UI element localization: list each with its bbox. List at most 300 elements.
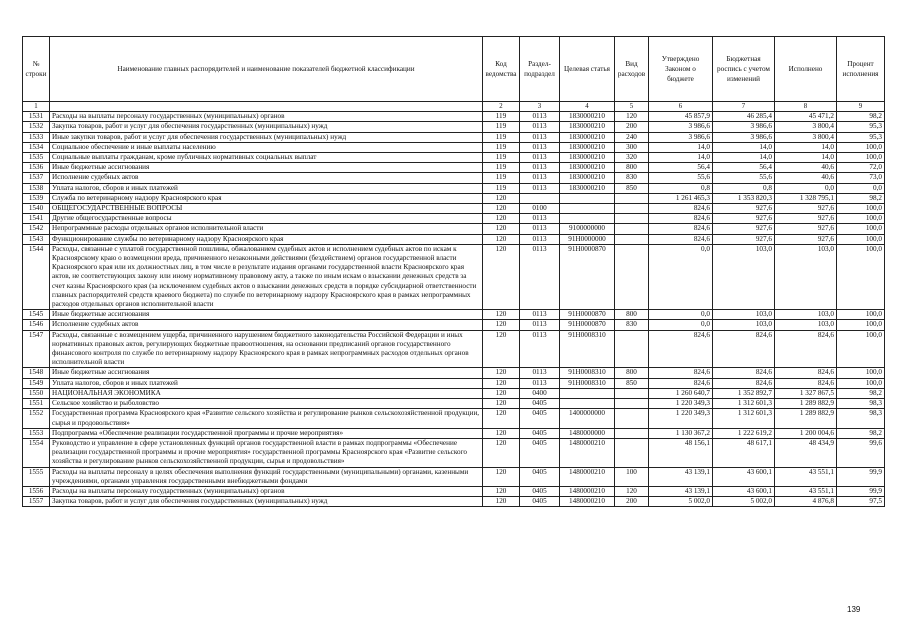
row-number: 1542 [23, 224, 50, 234]
expense-type [615, 428, 649, 438]
percent-executed: 100,0 [837, 378, 885, 388]
budget-amount: 927,6 [713, 234, 775, 244]
dept-code: 119 [483, 163, 520, 173]
percent-executed: 95,3 [837, 132, 885, 142]
executed-amount: 3 800,4 [775, 122, 837, 132]
budget-amount: 46 285,4 [713, 112, 775, 122]
row-name: Закупка товаров, работ и услуг для обеспечения государственных (муниципальных) нужд [50, 497, 483, 507]
row-name: Руководство и управление в сфере установленных функций органов государственной власти в рамках подпрограммы «Обеспечение реализации государственной программы и прочие мероприятия» государственной программы Красноярского края «Развитие сельского хозяйства и регулирование рынков сельскохозяйственной продукции, сырья и продовольствия» [50, 438, 483, 467]
executed-amount: 1 328 795,1 [775, 193, 837, 203]
approved-amount: 824,6 [649, 330, 713, 368]
dept-code: 120 [483, 409, 520, 428]
row-number: 1557 [23, 497, 50, 507]
table-row [23, 112, 885, 122]
budget-amount: 824,6 [713, 378, 775, 388]
table-row [23, 320, 885, 330]
row-name: Государственная программа Красноярского края «Развитие сельского хозяйства и регулирование рынков сельскохозяйственной продукции, сырья и продовольствия» [50, 409, 483, 428]
budget-amount: 56,4 [713, 163, 775, 173]
section-code: 0113 [520, 163, 560, 173]
dept-code: 120 [483, 204, 520, 214]
executed-amount: 1 200 004,6 [775, 428, 837, 438]
row-number: 1552 [23, 409, 50, 428]
header-dept: Код ведомства [483, 37, 520, 102]
table-row [23, 486, 885, 496]
row-name: НАЦИОНАЛЬНАЯ ЭКОНОМИКА [50, 388, 483, 398]
table-row [23, 122, 885, 132]
dept-code: 120 [483, 438, 520, 467]
table-row [23, 388, 885, 398]
row-number: 1544 [23, 244, 50, 309]
percent-executed: 98,3 [837, 399, 885, 409]
row-name: ОБЩЕГОСУДАРСТВЕННЫЕ ВОПРОСЫ [50, 204, 483, 214]
approved-amount: 14,0 [649, 153, 713, 163]
table-row [23, 244, 885, 309]
section-code: 0113 [520, 153, 560, 163]
table-row [23, 467, 885, 486]
budget-amount: 103,0 [713, 320, 775, 330]
column-number: 9 [837, 102, 885, 112]
section-code: 0113 [520, 378, 560, 388]
table-row [23, 204, 885, 214]
expense-type: 200 [615, 497, 649, 507]
target-code: 1830000210 [560, 132, 615, 142]
dept-code: 119 [483, 173, 520, 183]
row-name: Исполнение судебных актов [50, 320, 483, 330]
row-name: Иные бюджетные ассигнования [50, 368, 483, 378]
executed-amount: 43 551,1 [775, 486, 837, 496]
section-code: 0113 [520, 173, 560, 183]
executed-amount: 824,6 [775, 368, 837, 378]
table-row [23, 142, 885, 152]
executed-amount: 3 800,4 [775, 132, 837, 142]
dept-code: 120 [483, 368, 520, 378]
dept-code: 120 [483, 320, 520, 330]
executed-amount: 45 471,2 [775, 112, 837, 122]
row-name: Непрограммные расходы отдельных органов исполнительной власти [50, 224, 483, 234]
row-number: 1550 [23, 388, 50, 398]
section-code: 0113 [520, 224, 560, 234]
target-code: 1830000210 [560, 173, 615, 183]
row-number: 1532 [23, 122, 50, 132]
executed-amount: 927,6 [775, 214, 837, 224]
table-row [23, 224, 885, 234]
approved-amount: 43 139,1 [649, 486, 713, 496]
budget-amount: 1 352 892,7 [713, 388, 775, 398]
section-code: 0405 [520, 486, 560, 496]
approved-amount: 1 260 640,7 [649, 388, 713, 398]
target-code: 1480000210 [560, 438, 615, 467]
table-row [23, 214, 885, 224]
budget-amount: 14,0 [713, 142, 775, 152]
row-name: Другие общегосударственные вопросы [50, 214, 483, 224]
percent-executed: 100,0 [837, 368, 885, 378]
section-code: 0113 [520, 368, 560, 378]
row-name: Функционирование службы по ветеринарному надзору Красноярского края [50, 234, 483, 244]
table-row [23, 173, 885, 183]
row-name: Социальные выплаты гражданам, кроме публичных нормативных социальных выплат [50, 153, 483, 163]
table-row [23, 428, 885, 438]
budget-amount: 927,6 [713, 204, 775, 214]
table-row [23, 193, 885, 203]
section-code: 0405 [520, 467, 560, 486]
dept-code: 120 [483, 224, 520, 234]
row-number: 1555 [23, 467, 50, 486]
row-name: Иные закупки товаров, работ и услуг для обеспечения государственных (муниципальных) нужд [50, 132, 483, 142]
table-row [23, 438, 885, 467]
approved-amount: 3 986,6 [649, 122, 713, 132]
executed-amount: 1 289 882,9 [775, 399, 837, 409]
expense-type [615, 244, 649, 309]
header-budget: Бюджетная роспись с учетом изменений [713, 37, 775, 102]
row-name: Расходы, связанные с уплатой государственной пошлины, обжалованием судебных актов и исполнением судебных актов по искам к Красноярскому краю о возмещении вреда, причиненного незаконными действиями (бездействием) органов государственной власти Красноярского края или их должностных лиц, в том числе в результате издания органами государственной власти Красноярского края актов, не соответствующих закону или иному нормативному правовому акту, а также по иным искам о взыскании денежных средств за счет казны Красноярского края (за исключением судебных актов о взыскании денежных средств в порядке субсидиарной ответственности главных распорядителей средств краевого бюджета) по службе по ветеринарному надзору Красноярского края в рамках непрограммных расходов отдельных органов исполнительной власти [50, 244, 483, 309]
executed-amount: 40,6 [775, 173, 837, 183]
dept-code: 120 [483, 388, 520, 398]
row-name: Социальное обеспечение и иные выплаты населению [50, 142, 483, 152]
dept-code: 120 [483, 330, 520, 368]
target-code: 91H0000870 [560, 244, 615, 309]
row-number: 1545 [23, 310, 50, 320]
section-code: 0113 [520, 183, 560, 193]
expense-type [615, 330, 649, 368]
column-number: 6 [649, 102, 713, 112]
row-name: Служба по ветеринарному надзору Красноярского края [50, 193, 483, 203]
executed-amount: 103,0 [775, 310, 837, 320]
section-code: 0113 [520, 320, 560, 330]
executed-amount: 40,6 [775, 163, 837, 173]
table-row [23, 330, 885, 368]
dept-code: 119 [483, 142, 520, 152]
percent-executed: 98,2 [837, 193, 885, 203]
approved-amount: 43 139,1 [649, 467, 713, 486]
executed-amount: 103,0 [775, 244, 837, 309]
dept-code: 120 [483, 193, 520, 203]
dept-code: 120 [483, 486, 520, 496]
column-number: 3 [520, 102, 560, 112]
budget-amount: 1 222 619,2 [713, 428, 775, 438]
table-row [23, 153, 885, 163]
column-number: 7 [713, 102, 775, 112]
row-number: 1543 [23, 234, 50, 244]
percent-executed: 100,0 [837, 310, 885, 320]
approved-amount: 0,0 [649, 310, 713, 320]
executed-amount: 48 434,9 [775, 438, 837, 467]
dept-code: 120 [483, 467, 520, 486]
expense-type: 800 [615, 310, 649, 320]
target-code: 1480000210 [560, 497, 615, 507]
target-code: 91H0000870 [560, 310, 615, 320]
budget-amount: 103,0 [713, 310, 775, 320]
dept-code: 119 [483, 122, 520, 132]
table-row [23, 132, 885, 142]
row-name: Закупка товаров, работ и услуг для обеспечения государственных (муниципальных) нужд [50, 122, 483, 132]
section-code [520, 193, 560, 203]
row-number: 1541 [23, 214, 50, 224]
row-name: Подпрограмма «Обеспечение реализации государственной программы и прочие мероприятия» [50, 428, 483, 438]
percent-executed: 73,0 [837, 173, 885, 183]
dept-code: 119 [483, 132, 520, 142]
approved-amount: 1 261 465,3 [649, 193, 713, 203]
column-number: 4 [560, 102, 615, 112]
target-code: 91H0000000 [560, 234, 615, 244]
section-code: 0113 [520, 132, 560, 142]
expense-type [615, 214, 649, 224]
target-code: 91H0008310 [560, 378, 615, 388]
row-number: 1551 [23, 399, 50, 409]
section-code: 0113 [520, 310, 560, 320]
budget-amount: 1 312 601,3 [713, 409, 775, 428]
row-number: 1554 [23, 438, 50, 467]
approved-amount: 3 986,6 [649, 132, 713, 142]
target-code: 1830000210 [560, 122, 615, 132]
percent-executed: 0,0 [837, 183, 885, 193]
budget-amount: 824,6 [713, 330, 775, 368]
budget-amount: 43 600,1 [713, 486, 775, 496]
approved-amount: 48 156,1 [649, 438, 713, 467]
percent-executed: 100,0 [837, 224, 885, 234]
row-number: 1548 [23, 368, 50, 378]
target-code [560, 214, 615, 224]
row-number: 1546 [23, 320, 50, 330]
section-code: 0113 [520, 244, 560, 309]
header-expense-type: Вид расходов [615, 37, 649, 102]
executed-amount: 103,0 [775, 320, 837, 330]
percent-executed: 100,0 [837, 244, 885, 309]
target-code: 9100000000 [560, 224, 615, 234]
section-code: 0113 [520, 122, 560, 132]
row-number: 1537 [23, 173, 50, 183]
expense-type [615, 409, 649, 428]
target-code: 91H0000870 [560, 320, 615, 330]
row-name: Иные бюджетные ассигнования [50, 310, 483, 320]
target-code: 1480000210 [560, 486, 615, 496]
percent-executed: 98,2 [837, 112, 885, 122]
row-name: Расходы на выплаты персоналу государственных (муниципальных) органов [50, 486, 483, 496]
row-name: Расходы на выплаты персоналу в целях обеспечения выполнения функций государственными (муниципальными) органами, казенными учреждениями, органами управления государственными внебюджетными фондами [50, 467, 483, 486]
expense-type: 120 [615, 112, 649, 122]
target-code: 1480000000 [560, 428, 615, 438]
expense-type: 320 [615, 153, 649, 163]
budget-amount: 5 002,0 [713, 497, 775, 507]
target-code: 91H0008310 [560, 368, 615, 378]
target-code: 1830000210 [560, 112, 615, 122]
executed-amount: 4 876,8 [775, 497, 837, 507]
dept-code: 120 [483, 214, 520, 224]
row-number: 1549 [23, 378, 50, 388]
section-code: 0113 [520, 214, 560, 224]
budget-amount: 55,6 [713, 173, 775, 183]
expense-type [615, 234, 649, 244]
budget-amount: 3 986,6 [713, 122, 775, 132]
row-name: Уплата налогов, сборов и иных платежей [50, 183, 483, 193]
header-section: Раздел-подраздел [520, 37, 560, 102]
budget-amount: 1 353 820,3 [713, 193, 775, 203]
approved-amount: 0,0 [649, 320, 713, 330]
section-code: 0113 [520, 330, 560, 368]
dept-code: 120 [483, 497, 520, 507]
row-number: 1536 [23, 163, 50, 173]
table-row [23, 368, 885, 378]
approved-amount: 1 220 349,3 [649, 399, 713, 409]
dept-code: 119 [483, 112, 520, 122]
percent-executed: 98,3 [837, 409, 885, 428]
header-percent: Процент исполнения [837, 37, 885, 102]
percent-executed: 100,0 [837, 204, 885, 214]
section-code: 0113 [520, 142, 560, 152]
target-code: 1830000210 [560, 163, 615, 173]
executed-amount: 14,0 [775, 142, 837, 152]
row-name: Сельское хозяйство и рыболовство [50, 399, 483, 409]
executed-amount: 43 551,1 [775, 467, 837, 486]
percent-executed: 100,0 [837, 320, 885, 330]
executed-amount: 1 289 882,9 [775, 409, 837, 428]
target-code [560, 388, 615, 398]
section-code: 0113 [520, 112, 560, 122]
section-code: 0400 [520, 388, 560, 398]
target-code [560, 399, 615, 409]
budget-amount: 3 986,6 [713, 132, 775, 142]
executed-amount: 0,0 [775, 183, 837, 193]
header-row-no: № строки [23, 37, 50, 102]
row-number: 1535 [23, 153, 50, 163]
expense-type: 830 [615, 320, 649, 330]
expense-type: 120 [615, 486, 649, 496]
executed-amount: 14,0 [775, 153, 837, 163]
approved-amount: 824,6 [649, 214, 713, 224]
percent-executed: 100,0 [837, 142, 885, 152]
percent-executed: 99,9 [837, 486, 885, 496]
column-number: 8 [775, 102, 837, 112]
percent-executed: 99,6 [837, 438, 885, 467]
expense-type: 830 [615, 173, 649, 183]
expense-type: 200 [615, 122, 649, 132]
row-name: Уплата налогов, сборов и иных платежей [50, 378, 483, 388]
row-name: Исполнение судебных актов [50, 173, 483, 183]
budget-amount: 43 600,1 [713, 467, 775, 486]
section-code: 0113 [520, 234, 560, 244]
row-number: 1553 [23, 428, 50, 438]
table-row [23, 163, 885, 173]
expense-type [615, 399, 649, 409]
approved-amount: 5 002,0 [649, 497, 713, 507]
expense-type: 850 [615, 183, 649, 193]
row-number: 1533 [23, 132, 50, 142]
percent-executed: 100,0 [837, 153, 885, 163]
target-code: 91H0008310 [560, 330, 615, 368]
table-row [23, 310, 885, 320]
percent-executed: 99,9 [837, 467, 885, 486]
table-row [23, 399, 885, 409]
budget-amount: 1 312 601,3 [713, 399, 775, 409]
dept-code: 119 [483, 183, 520, 193]
column-number: 5 [615, 102, 649, 112]
percent-executed: 98,2 [837, 428, 885, 438]
budget-amount: 14,0 [713, 153, 775, 163]
expense-type: 100 [615, 467, 649, 486]
budget-amount: 927,6 [713, 214, 775, 224]
table-row [23, 234, 885, 244]
dept-code: 120 [483, 399, 520, 409]
table-row [23, 497, 885, 507]
target-code [560, 204, 615, 214]
target-code: 1830000210 [560, 183, 615, 193]
dept-code: 120 [483, 244, 520, 309]
budget-table-sheet [22, 36, 884, 507]
approved-amount: 55,6 [649, 173, 713, 183]
section-code: 0405 [520, 409, 560, 428]
expense-type: 240 [615, 132, 649, 142]
header-executed: Исполнено [775, 37, 837, 102]
expense-type: 850 [615, 378, 649, 388]
budget-amount: 103,0 [713, 244, 775, 309]
expense-type [615, 388, 649, 398]
approved-amount: 824,6 [649, 378, 713, 388]
dept-code: 119 [483, 153, 520, 163]
dept-code: 120 [483, 310, 520, 320]
target-code: 1830000210 [560, 153, 615, 163]
target-code: 1830000210 [560, 142, 615, 152]
approved-amount: 56,4 [649, 163, 713, 173]
row-name: Расходы, связанные с возмещением ущерба, причиненного нарушением бюджетного законодательства Российской Федерации и иных нормативных правовых актов, регулирующих бюджетные правоотношения, на основании предписаний органов государственного финансового контроля по службе по ветеринарному надзору Красноярского края в рамках непрограммных расходов отдельных органов исполнительной власти [50, 330, 483, 368]
budget-amount: 927,6 [713, 224, 775, 234]
percent-executed: 100,0 [837, 330, 885, 368]
row-name: Расходы на выплаты персоналу государственных (муниципальных) органов [50, 112, 483, 122]
table-body [23, 112, 885, 507]
approved-amount: 824,6 [649, 224, 713, 234]
table-row [23, 409, 885, 428]
percent-executed: 98,2 [837, 388, 885, 398]
target-code: 1400000000 [560, 409, 615, 428]
page-number: 139 [847, 605, 861, 614]
budget-amount: 0,8 [713, 183, 775, 193]
section-code: 0100 [520, 204, 560, 214]
approved-amount: 14,0 [649, 142, 713, 152]
percent-executed: 72,0 [837, 163, 885, 173]
expense-type [615, 438, 649, 467]
budget-amount: 824,6 [713, 368, 775, 378]
percent-executed: 100,0 [837, 234, 885, 244]
approved-amount: 45 857,9 [649, 112, 713, 122]
expense-type [615, 204, 649, 214]
approved-amount: 824,6 [649, 234, 713, 244]
approved-amount: 1 220 349,3 [649, 409, 713, 428]
expense-type: 300 [615, 142, 649, 152]
header-name: Наименование главных распорядителей и наименование показателей бюджетной классификации [50, 37, 483, 102]
target-code [560, 193, 615, 203]
approved-amount: 824,6 [649, 368, 713, 378]
percent-executed: 95,3 [837, 122, 885, 132]
expense-type: 800 [615, 368, 649, 378]
section-code: 0405 [520, 438, 560, 467]
percent-executed: 97,5 [837, 497, 885, 507]
expense-type [615, 224, 649, 234]
table-row [23, 183, 885, 193]
executed-amount: 1 327 867,5 [775, 388, 837, 398]
approved-amount: 1 130 367,2 [649, 428, 713, 438]
dept-code: 120 [483, 428, 520, 438]
row-number: 1539 [23, 193, 50, 203]
row-number: 1556 [23, 486, 50, 496]
table-row [23, 378, 885, 388]
expense-type: 800 [615, 163, 649, 173]
executed-amount: 927,6 [775, 234, 837, 244]
section-code: 0405 [520, 399, 560, 409]
section-code: 0405 [520, 428, 560, 438]
row-name: Иные бюджетные ассигнования [50, 163, 483, 173]
percent-executed: 100,0 [837, 214, 885, 224]
column-number: 2 [483, 102, 520, 112]
target-code: 1480000210 [560, 467, 615, 486]
budget-amount: 48 617,1 [713, 438, 775, 467]
